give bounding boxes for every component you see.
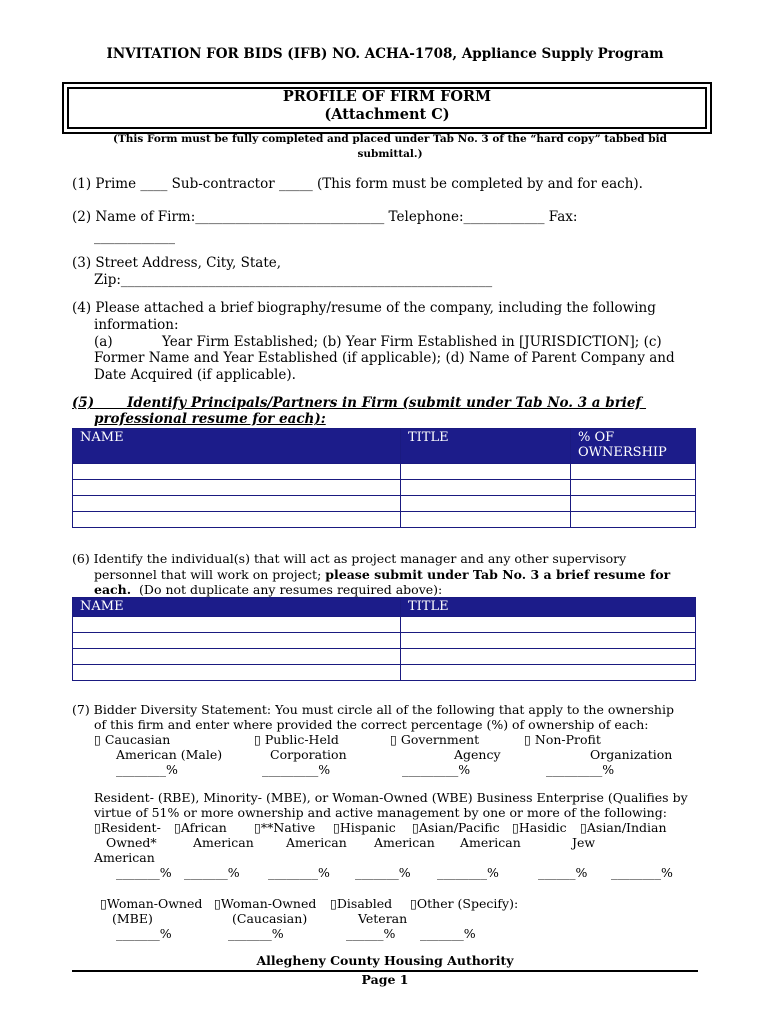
q2-firm-name-line: (2) Name of Firm:____________________________ Telephone:____________ Fax: xyxy=(72,209,578,225)
option-african-american[interactable]: ▯African xyxy=(174,820,227,835)
option-disabled-veteran-pct[interactable]: ______% xyxy=(346,926,396,941)
table-row xyxy=(73,512,696,528)
personnel-table-header xyxy=(73,598,696,617)
form-subtitle: (Attachment C) xyxy=(324,106,450,123)
option-public-held[interactable] xyxy=(254,732,339,747)
name-cell[interactable] xyxy=(73,496,401,512)
name-cell[interactable] xyxy=(73,617,401,633)
name-cell[interactable] xyxy=(73,464,401,480)
option-asian-indian[interactable]: ▯Asian/Indian xyxy=(580,820,667,835)
option-hasidic-jew-label-2: Jew xyxy=(572,835,596,850)
q6-line-1: (6) Identify the individual(s) that will act as project manager and any other supervisory xyxy=(72,551,627,566)
option-asian-pacific-american-pct[interactable]: ________% xyxy=(437,865,499,880)
option-african-american-label-2: American xyxy=(193,835,254,850)
personnel-table xyxy=(72,597,696,681)
instruction-line-2: submittal.) xyxy=(357,148,423,160)
option-asian-indian-pct[interactable]: ________% xyxy=(611,865,673,880)
option-disabled-veteran-label-2: Veteran xyxy=(358,911,408,926)
name-cell[interactable] xyxy=(73,512,401,528)
resident-line-1: Resident- (RBE), Minority- (MBE), or Woman-Owned (WBE) Business Enterprise (Qualifies by xyxy=(94,790,688,805)
ownership-cell[interactable] xyxy=(571,496,696,512)
title-cell[interactable] xyxy=(401,633,696,649)
option-native-american[interactable]: ▯**Native xyxy=(254,820,316,835)
checkbox-icon[interactable]: ▯ xyxy=(254,732,261,747)
option-label: Non-Profit xyxy=(534,732,601,747)
q7-line-2: of this firm and enter where provided the correct percentage (%) of ownership of each: xyxy=(94,717,649,732)
table-row xyxy=(73,649,696,665)
option-caucasian-pct[interactable]: ________% xyxy=(116,762,178,777)
option-government[interactable] xyxy=(390,732,479,747)
q6-line-3-text: (Do not duplicate any resumes required above): xyxy=(131,582,443,597)
form-title: PROFILE OF FIRM FORM xyxy=(282,88,492,105)
option-resident-owned-label-2: Owned* xyxy=(106,835,157,850)
checkbox-icon[interactable]: ▯ xyxy=(94,732,101,747)
option-hasidic-jew[interactable]: ▯Hasidic xyxy=(512,820,567,835)
option-woman-owned-mbe[interactable]: ▯Woman-Owned xyxy=(100,896,203,911)
form-title-box xyxy=(62,82,712,134)
q4-line-2: information: xyxy=(94,317,179,333)
name-cell[interactable] xyxy=(73,665,401,681)
title-cell[interactable] xyxy=(401,464,571,480)
option-non-profit-pct[interactable]: _________% xyxy=(546,762,615,777)
instruction-note xyxy=(80,132,700,162)
q6-line-3 xyxy=(94,582,442,597)
column-header-name: NAME xyxy=(73,598,401,617)
principals-table xyxy=(72,428,696,528)
option-woman-owned-mbe-pct[interactable]: _______% xyxy=(116,926,172,941)
option-woman-owned-caucasian[interactable]: ▯Woman-Owned xyxy=(214,896,317,911)
ownership-cell[interactable] xyxy=(571,480,696,496)
option-native-american-label-2: American xyxy=(286,835,347,850)
ownership-cell[interactable] xyxy=(571,464,696,480)
option-woman-owned-caucasian-label-2: (Caucasian) xyxy=(232,911,308,926)
option-native-american-pct[interactable]: ________% xyxy=(268,865,330,880)
column-header-title: TITLE xyxy=(401,598,696,617)
option-resident-owned-pct[interactable]: _______% xyxy=(116,865,172,880)
checkbox-icon[interactable]: ▯ xyxy=(390,732,397,747)
q4-line-1: (4) Please attached a brief biography/resume of the company, including the following xyxy=(72,300,656,316)
title-cell[interactable] xyxy=(401,512,571,528)
footer-page-number: Page 1 xyxy=(361,972,409,987)
q3-address-line: (3) Street Address, City, State, xyxy=(72,255,282,271)
option-public-held-pct[interactable]: _________% xyxy=(262,762,331,777)
option-non-profit[interactable] xyxy=(524,732,601,747)
option-hispanic-american-label-2: American xyxy=(374,835,435,850)
table-row xyxy=(73,496,696,512)
q6-line-2-bold: please submit under Tab No. 3 a brief resume for xyxy=(325,567,671,582)
column-header-name: NAME xyxy=(73,429,401,464)
footer-organization: Allegheny County Housing Authority xyxy=(256,953,514,968)
option-woman-owned-caucasian-pct[interactable]: _______% xyxy=(228,926,284,941)
name-cell[interactable] xyxy=(73,633,401,649)
column-header-title: TITLE xyxy=(401,429,571,464)
q6-line-2-text: personnel that will work on project; xyxy=(94,567,326,582)
checkbox-icon[interactable]: ▯ xyxy=(524,732,531,747)
table-row xyxy=(73,480,696,496)
q5-heading-line-2: professional resume for each): xyxy=(94,411,326,427)
ownership-cell[interactable] xyxy=(571,512,696,528)
q1-prime-subcontractor: (1) Prime ____ Sub-contractor _____ (This form must be completed by and for each). xyxy=(72,176,643,192)
title-cell[interactable] xyxy=(401,649,696,665)
option-other-specify[interactable]: ▯Other (Specify): xyxy=(410,896,519,911)
option-label: Government xyxy=(400,732,480,747)
instruction-line-1: (This Form must be fully completed and placed under Tab No. 3 of the “hard copy” tabbed bid xyxy=(113,133,667,145)
table-row xyxy=(73,633,696,649)
q7-line-1: (7) Bidder Diversity Statement: You must circle all of the following that apply to the ownership xyxy=(72,702,674,717)
table-row xyxy=(73,665,696,681)
option-other-specify-pct[interactable]: _______% xyxy=(420,926,476,941)
title-cell[interactable] xyxy=(401,665,696,681)
q2-fax-line: ____________ xyxy=(94,229,175,245)
table-row xyxy=(73,617,696,633)
q4-line-3: Year Firm Established; (b) Year Firm Established in [JURISDICTION]; (c) xyxy=(162,334,662,350)
title-cell[interactable] xyxy=(401,496,571,512)
q4-line-4: Former Name and Year Established (if applicable); (d) Name of Parent Company and xyxy=(94,350,675,366)
option-asian-pacific-american-label-2: American xyxy=(460,835,521,850)
option-hasidic-jew-pct[interactable]: ______% xyxy=(538,865,588,880)
option-caucasian[interactable] xyxy=(94,732,170,747)
q4-line-5: Date Acquired (if applicable). xyxy=(94,367,296,383)
document-header: INVITATION FOR BIDS (IFB) NO. ACHA-1708, Appliance Supply Program xyxy=(106,46,664,62)
option-resident-owned-label-3: American xyxy=(94,850,155,865)
option-government-label-2: Agency xyxy=(454,747,501,762)
q3-zip-line: Zip:_______________________________________________________ xyxy=(94,272,493,288)
option-caucasian-label-2: American (Male) xyxy=(116,747,223,762)
option-public-held-label-2: Corporation xyxy=(270,747,347,762)
column-header-ownership: % OF OWNERSHIP xyxy=(571,429,696,464)
option-resident-owned[interactable]: ▯Resident- xyxy=(94,820,161,835)
option-non-profit-label-2: Organization xyxy=(590,747,673,762)
q5-heading-line-1: (5) Identify Principals/Partners in Firm (submit under Tab No. 3 a brief xyxy=(72,395,647,411)
option-disabled-veteran[interactable]: ▯Disabled xyxy=(330,896,393,911)
option-label: Public-Held xyxy=(264,732,339,747)
option-asian-pacific-american[interactable]: ▯Asian/Pacific xyxy=(412,820,500,835)
option-label: Caucasian xyxy=(104,732,171,747)
principals-table-header xyxy=(73,429,696,464)
option-african-american-pct[interactable]: _______% xyxy=(184,865,240,880)
title-cell[interactable] xyxy=(401,617,696,633)
title-cell[interactable] xyxy=(401,480,571,496)
resident-line-2: virtue of 51% or more ownership and active management by one or more of the following: xyxy=(94,805,667,820)
q6-line-3-bold: each. xyxy=(94,582,132,597)
option-government-pct[interactable]: _________% xyxy=(402,762,471,777)
name-cell[interactable] xyxy=(73,649,401,665)
table-row xyxy=(73,464,696,480)
q6-line-2 xyxy=(94,567,670,582)
q4-line-3-label: (a) xyxy=(94,334,113,350)
name-cell[interactable] xyxy=(73,480,401,496)
option-woman-owned-mbe-label-2: (MBE) xyxy=(112,911,153,926)
option-hispanic-american-pct[interactable]: _______% xyxy=(355,865,411,880)
option-hispanic-american[interactable]: ▯Hispanic xyxy=(333,820,396,835)
